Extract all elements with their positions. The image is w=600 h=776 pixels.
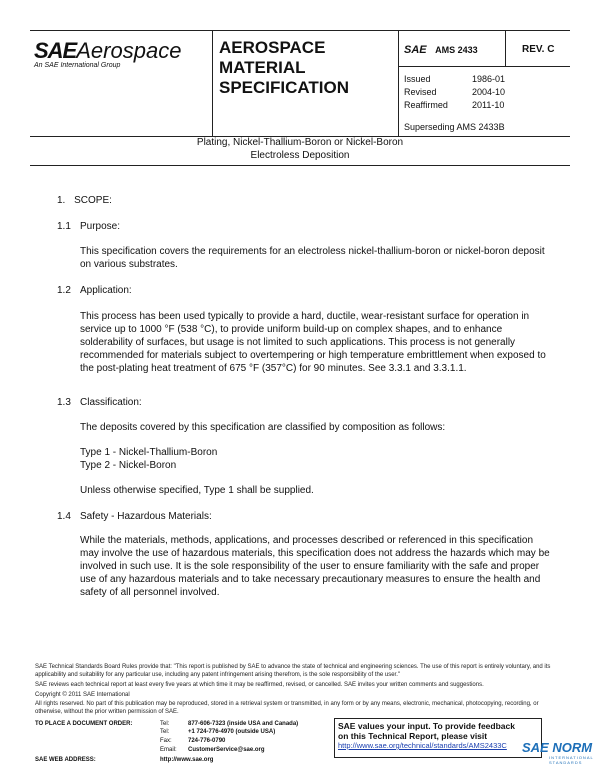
section-1-1-heading bbox=[57, 220, 121, 233]
title-line: Electroless Deposition bbox=[250, 150, 350, 161]
revised-label: Revised bbox=[404, 87, 437, 97]
tel-value: 877-606-7323 (inside USA and Canada) bbox=[188, 721, 299, 727]
default-type-note: Unless otherwise specified, Type 1 shall be supplied. bbox=[80, 485, 314, 496]
section-title: Application: bbox=[80, 285, 132, 296]
section-number: 1.2 bbox=[57, 285, 71, 296]
feedback-line: SAE values your input. To provide feedback bbox=[338, 721, 515, 731]
rights-reserved: All rights reserved. No part of this publication may be reproduced, stored in a retrieval system or transmitted, in any form or by any means, electronic, mechanical, photocopying, recording, or otherwise, without the prior written permission of SAE. bbox=[35, 701, 539, 715]
spec-type-title bbox=[219, 38, 349, 98]
type-2-item: Type 2 - Nickel-Boron bbox=[80, 460, 177, 471]
order-label: TO PLACE A DOCUMENT ORDER: bbox=[35, 721, 133, 727]
title-bottom-rule bbox=[30, 165, 570, 166]
email-link[interactable]: CustomerService@sae.org bbox=[188, 747, 265, 753]
section-title: Safety - Hazardous Materials: bbox=[80, 511, 212, 522]
sae-aerospace-logo bbox=[34, 38, 204, 69]
spec-type-line: SPECIFICATION bbox=[219, 78, 350, 97]
doc-number: AMS 2433 bbox=[435, 45, 478, 55]
type-1-item: Type 1 - Nickel-Thallium-Boron bbox=[80, 447, 218, 458]
document-number bbox=[404, 44, 478, 56]
date-block bbox=[404, 73, 505, 112]
email-label: Email: bbox=[160, 747, 177, 753]
tel2-value: +1 724-776-4970 (outside USA) bbox=[188, 729, 276, 735]
section-1-3-heading bbox=[57, 396, 142, 409]
section-title: Classification: bbox=[80, 397, 142, 408]
feedback-line: on this Technical Report, please visit bbox=[338, 731, 488, 741]
feedback-link[interactable]: http://www.sae.org/technical/standards/AMS2433C bbox=[338, 741, 507, 750]
section-title: SCOPE: bbox=[74, 195, 112, 206]
classification-paragraph: The deposits covered by this specification are classified by composition as follows: bbox=[80, 422, 446, 433]
header-top-rule bbox=[30, 30, 570, 31]
feedback-box bbox=[334, 718, 542, 758]
section-number: 1.4 bbox=[57, 511, 71, 522]
logo-sae: SAE bbox=[34, 38, 77, 63]
spec-type-line: MATERIAL bbox=[219, 58, 306, 77]
logo-aerospace: Aerospace bbox=[76, 38, 182, 63]
review-note: SAE reviews each technical report at least every five years at which time it may be reaffirmed, revised, or cancelled. SAE invites your written comments and suggestions. bbox=[35, 682, 484, 688]
reaffirmed-value: 2011-10 bbox=[472, 100, 505, 110]
issued-label: Issued bbox=[404, 74, 431, 84]
section-1-2-heading bbox=[57, 284, 132, 297]
tel2-label: Tel: bbox=[160, 729, 170, 735]
standards-board-rules: SAE Technical Standards Board Rules provide that: "This report is published by SAE to advance the state of technical and engineering sciences. The use of this report is entirely voluntary, and its applicability and suitability for any particular use, including any patent infringement arising therefrom, is the sole responsibility of the user." bbox=[35, 664, 551, 678]
doc-prefix: SAE bbox=[404, 44, 427, 56]
section-number: 1.1 bbox=[57, 221, 71, 232]
superseding-note: Superseding AMS 2433B bbox=[404, 122, 505, 132]
document-title bbox=[30, 136, 570, 162]
header-divider-right bbox=[505, 30, 506, 66]
tel-label: Tel: bbox=[160, 721, 170, 727]
spec-type-line: AEROSPACE bbox=[219, 38, 326, 57]
section-title: Purpose: bbox=[80, 221, 121, 232]
safety-paragraph: While the materials, methods, applications, and processes described or referenced in this specification may involve the use of hazardous materials, this specification does not address the hazards which may be involved in such use. It is the sole responsibility of the user to ensure familiarity with the safe and proper use of any hazardous materials and to take necessary precautionary measures to ensure the health and safety of all personnel involved. bbox=[80, 535, 550, 598]
issued-value: 1986-01 bbox=[472, 74, 506, 84]
section-1-heading bbox=[57, 194, 112, 207]
fax-label: Fax: bbox=[160, 738, 172, 744]
application-paragraph: This process has been used typically to provide a hard, ductile, wear-resistant surface for operation in service up to 1000 °F (538 °C), to provide uniform build-up on complex shapes, and to enhance solderability of surfaces, but usage is not limited to such applications. This process is not generally recommended for materials subject to overtempering or high temperature embrittlement when exposed to the post-plating heat treatment of 675 °F (357°C) for 90 minutes. See 3.3.1 and 3.3.1.1. bbox=[80, 311, 546, 374]
web-label: SAE WEB ADDRESS: bbox=[35, 757, 96, 763]
header-divider-left bbox=[212, 30, 213, 136]
fax-value: 724-776-0790 bbox=[188, 738, 226, 744]
title-line: Plating, Nickel-Thallium-Boron or Nickel-Boron bbox=[196, 137, 404, 148]
purpose-paragraph: This specification covers the requirements for an electroless nickel-thallium-boron or nickel-boron deposit on various substrates. bbox=[80, 246, 545, 270]
section-number: 1.3 bbox=[57, 397, 71, 408]
header-divider-mid bbox=[398, 30, 399, 136]
section-number: 1. bbox=[57, 195, 66, 206]
sae-norm-stamp: SAE NORM bbox=[522, 740, 593, 755]
sae-norm-stamp-subtitle: INTERNATIONAL STANDARDS bbox=[549, 755, 594, 765]
header-doc-rule bbox=[398, 66, 570, 67]
section-1-4-heading bbox=[57, 510, 212, 523]
reaffirmed-label: Reaffirmed bbox=[404, 100, 448, 110]
web-link[interactable]: http://www.sae.org bbox=[160, 757, 214, 763]
copyright: Copyright © 2011 SAE International bbox=[35, 692, 130, 698]
revised-value: 2004-10 bbox=[472, 87, 506, 97]
logo-subtitle: An SAE International Group bbox=[34, 62, 121, 69]
revision-label: REV. C bbox=[522, 44, 555, 55]
